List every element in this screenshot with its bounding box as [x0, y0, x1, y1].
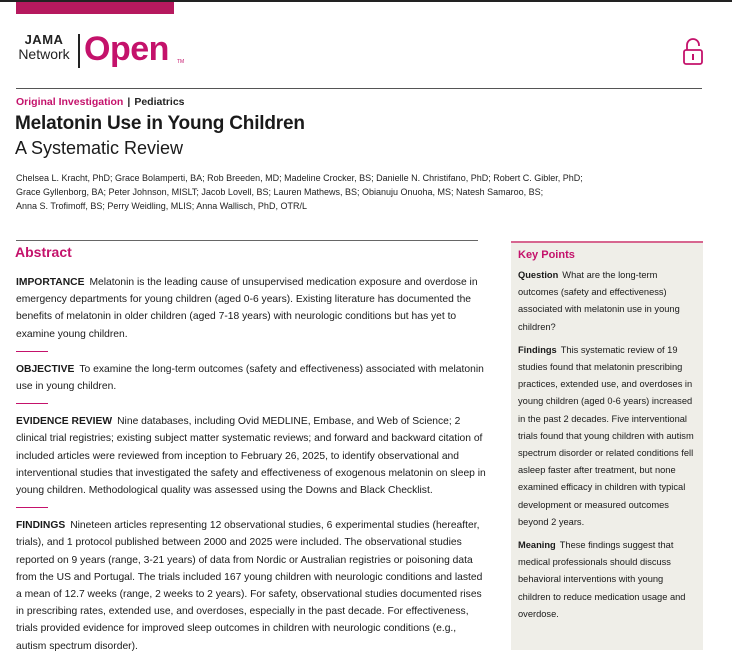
- logo-network-text: Network: [18, 46, 70, 62]
- key-points-body: [518, 267, 698, 629]
- objective-text: To examine the long-term outcomes (safety and effectiveness) associated with melatonin use in young children.: [16, 363, 484, 393]
- abstract-objective: [16, 361, 486, 395]
- open-access-lock-icon[interactable]: [682, 38, 704, 66]
- article-kicker: [16, 96, 185, 108]
- findings-label: FINDINGS: [16, 520, 66, 532]
- kicker-separator: |: [127, 96, 131, 108]
- article-category-link[interactable]: Pediatrics: [134, 96, 185, 108]
- logo-jama-network: [15, 33, 73, 62]
- article-title: Melatonin Use in Young Children: [15, 113, 305, 134]
- author-line: Chelsea L. Kracht, PhD; Grace Bolamperti, BA; Rob Breeden, MD; Madeline Crocker, BS; Danielle N. Christifano, PhD; Robert C. Gibler, PhD;: [16, 173, 583, 183]
- evidence-text: Nine databases, including Ovid MEDLINE, Embase, and Web of Science; 2 clinical trial registries; existing subject matter systematic reviews; and forward and backward citation of included articles were reviewed from inception to February 26, 2025, to identify observational and interventional studies that investigated the safety and effectiveness of exogenous melatonin on sleep in young children. Methodological quality was assessed using the Downs and Black Checklist.: [16, 416, 486, 497]
- author-line: Anna S. Trofimoff, BS; Perry Weidling, MLIS; Anna Wallisch, PhD, OTR/L: [16, 201, 307, 211]
- author-line: Grace Gyllenborg, BA; Peter Johnson, MISLT; Jacob Lovell, BS; Lauren Mathews, BS; Obianuju Onuoha, MS; Natesh Samaroo, BS;: [16, 187, 544, 197]
- abstract-rule: [16, 240, 478, 241]
- abstract-body: [16, 274, 486, 655]
- kp-findings-text: This systematic review of 19 studies found that melatonin prescribing practices, extended use, and overdoses in young children (aged 0-6 years) increased in the past 2 decades. Five interventional trials found that young children with autism spectrum disorder or related conditions fell asleep faster after treatment, but none examined efficacy in children with typical development or measured outcomes beyond 2 years.: [518, 344, 694, 527]
- abstract-evidence-review: [16, 413, 486, 499]
- abstract-findings: [16, 517, 486, 655]
- article-subtitle: A Systematic Review: [15, 138, 184, 158]
- brand-color-bar: [16, 2, 174, 14]
- objective-label: OBJECTIVE: [16, 363, 75, 375]
- kp-findings-label: Findings: [518, 344, 557, 355]
- key-points-heading: Key Points: [518, 249, 575, 261]
- section-divider: [16, 403, 48, 404]
- header-rule: [16, 88, 702, 89]
- logo-divider: [78, 34, 80, 68]
- abstract-importance: [16, 274, 486, 343]
- key-point-question: [518, 267, 698, 336]
- importance-label: IMPORTANCE: [16, 277, 85, 288]
- findings-text: Nineteen articles representing 12 observational studies, 6 experimental studies (hereafter, trials), and 1 protocol published between 2000 and 2025 were included. The observational studies reported on 9 years (range, 3-21 years) of data from Nordic or Australian registries or poisoning data from the US and Portugal. The trials included 167 young children with neurologic conditions and lasted a mean of 12.7 weeks (range, 2 weeks to 2 years). For safety, observational studies documented rises in prescribing rates, extended use, and overdoses, especially in the past decade. For effectiveness, trials provided evidence for improved sleep outcomes in children with neurologic conditions (e.g., autism spectrum disorder).: [16, 520, 483, 652]
- section-divider: [16, 507, 48, 508]
- question-label: Question: [518, 270, 559, 280]
- meaning-text: These findings suggest that medical professionals should discuss behavioral interventions with young children to reduce medication usage and overdose.: [518, 540, 686, 619]
- logo-trademark: TM: [177, 59, 185, 65]
- evidence-label: EVIDENCE REVIEW: [16, 416, 113, 428]
- author-list: [16, 171, 616, 213]
- abstract-heading: Abstract: [15, 244, 72, 260]
- key-points-panel: [511, 241, 703, 650]
- meaning-label: Meaning: [518, 540, 556, 551]
- section-divider: [16, 351, 48, 352]
- key-point-findings: [518, 342, 698, 531]
- question-text: What are the long-term outcomes (safety and effectiveness) associated with melatonin use in young children?: [518, 270, 680, 332]
- key-point-meaning: [518, 537, 698, 623]
- article-type-link[interactable]: Original Investigation: [16, 96, 124, 108]
- logo-jama-text: JAMA: [24, 32, 64, 47]
- importance-text: Melatonin is the leading cause of unsupervised medication exposure and overdose in emergency departments for young children (aged 0-6 years). Existing literature has documented the benefits of melatonin in older children (aged 7-18 years) with neurologic conditions but has yet to examine young children.: [16, 277, 478, 340]
- logo-open-text: Open: [84, 30, 169, 68]
